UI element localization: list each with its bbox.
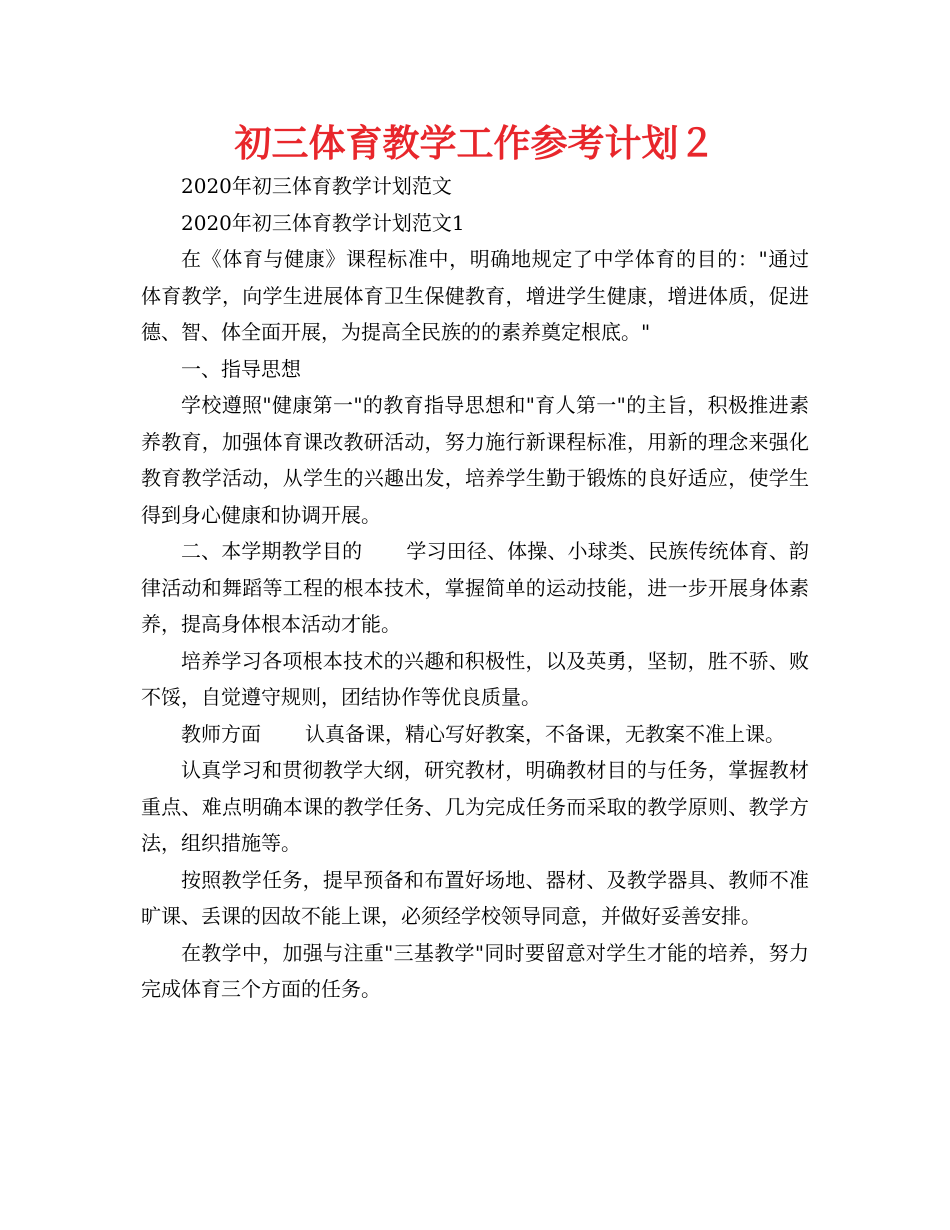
section-heading-teaching-goals: 二、本学期教学目的	[181, 539, 363, 563]
paragraph: 2020年初三体育教学计划范文1	[181, 210, 465, 235]
paragraph	[141, 533, 809, 643]
paragraph: 认真学习和贯彻教学大纲，研究教材，明确教材目的与任务，掌握教材重点、难点明确本课的教学任务、几为完成任务而采取的教学原则、教学方法，组织措施等。	[141, 758, 809, 855]
section-heading-teacher: 教师方面	[181, 721, 261, 746]
paragraph: 在教学中，加强与注重"三基教学"同时要留意对学生才能的培养，努力完成体育三个方面的任务。	[141, 940, 809, 1001]
paragraph: 学校遵照"健康第一"的教育指导思想和"育人第一"的主旨，积极推进素养教育，加强体育课改教研活动，努力施行新课程标准，用新的理念来强化教育教学活动，从学生的兴趣出发，培养学生勤于锻炼的良好适应，使学生得到身心健康和协调开展。	[141, 393, 809, 527]
section-heading-guiding-ideology: 一、指导思想	[181, 356, 301, 381]
paragraph	[141, 716, 809, 753]
paragraph: 在《体育与健康》课程标准中，明确地规定了中学体育的目的："通过体育教学，向学生进展体育卫生保健教育，增进学生健康，增进体质，促进德、智、体全面开展，为提高全民族的的素养奠定根底。"	[141, 247, 809, 344]
document-title: 初三体育教学工作参考计划２	[234, 122, 716, 165]
paragraph: 培养学习各项根本技术的兴趣和积极性，以及英勇，坚韧，胜不骄、败不馁，自觉遵守规则，团结协作等优良质量。	[141, 648, 809, 709]
paragraph: 按照教学任务，提早预备和布置好场地、器材、及教学器具、教师不准旷课、丢课的因故不能上课，必须经学校领导同意，并做好妥善安排。	[141, 867, 809, 928]
paragraph-text: 学习田径、体操、小球类、民族传统体育、韵律活动和舞蹈等工程的根本技术，掌握简单的运动技能，进一步开展身体素养，提高身体根本活动才能。	[141, 539, 810, 636]
document-body	[141, 168, 809, 1008]
paragraph-text: 认真备课，精心写好教案，不备课，无教案不准上课。	[305, 721, 785, 746]
paragraph: 2020年初三体育教学计划范文	[181, 174, 452, 198]
